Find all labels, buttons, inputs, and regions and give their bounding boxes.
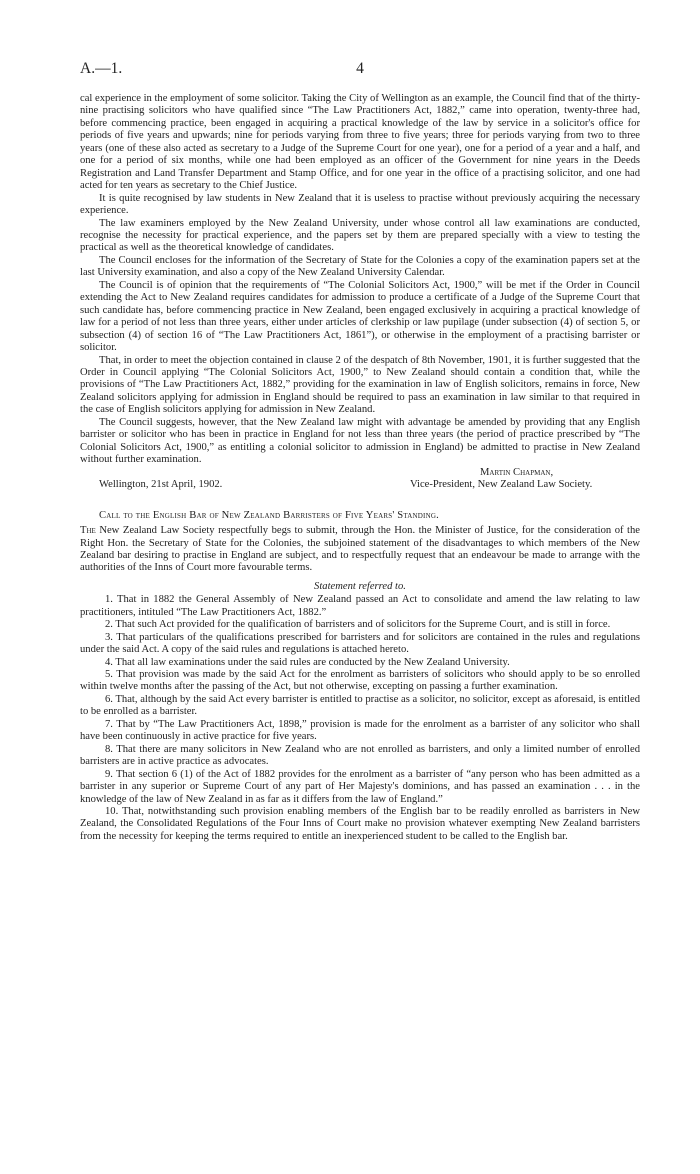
page-header xyxy=(80,60,640,82)
body-paragraph: cal experience in the employment of some solicitor. Taking the City of Wellington as an example, the Council find that of the thirty-nine practising solicitors who have qualified since “The Law Practitioners Act, 1882,” came into operation, twenty-three had, before commencing practice, been engaged in acquiring a practical knowledge of the law by service in a solicitor's office for periods of five years and upwards; nine for periods varying from three to five years; three for periods varying from two to three years (one of these also acted as secretary to a Judge of the Supreme Court for one year), one for a period of a year and a half, and one for a period of six months, while one had been employed as an officer of the Government for nine years in the Deeds Registration and Land Transfer Department and Stamp Office, and for one year in the office of a practising solicitor, and one had acted for ten years as secretary to the Chief Justice. xyxy=(80,93,640,192)
statement-item: 9. That section 6 (1) of the Act of 1882 provides for the enrolment as a barrister of “any person who has been admitted as a barrister in any superior or Supreme Court of any part of Her Majesty's dominions, and has passed an examination . . . in the knowledge of the law of New Zealand in as far as it differs from the law of England.” xyxy=(80,768,640,805)
statement-item: 7. That by “The Law Practitioners Act, 1898,” provision is made for the enrolment as a barrister of any solicitor who shall have been continuously in active practice for five years. xyxy=(80,718,640,743)
statement-item: 6. That, although by the said Act every barrister is entitled to practise as a solicitor, no solicitor, except as aforesaid, is entitled to be enrolled as a barrister. xyxy=(80,693,640,718)
section-heading: Call to the English Bar of New Zealand Barristers of Five Years' Standing. xyxy=(99,509,439,521)
petition-text: New Zealand Law Society respectfully begs to submit, through the Hon. the Minister of Justice, for the consideration of the Right Hon. the Secretary of State for the Colonies, the subjoined statement of the disadvantages to which members of the New Zealand bar desiring to practise in England are subject, and to respectfully request that an endeavour be made to arrange with the authorities of the Inns of Court more favourable terms. xyxy=(80,525,640,574)
parliamentary-paper-reference: A.—1. xyxy=(80,60,123,77)
statement-item: 4. That all law examinations under the said rules are conducted by the New Zealand University. xyxy=(105,656,510,668)
body-paragraph: The law examiners employed by the New Zealand University, under whose control all law examinations are conducted, recognise the necessity for practical experience, and the papers set by them are prepared specially with a view to testing the practical as well as the theoretical knowledge of candidates. xyxy=(80,217,640,254)
document-body xyxy=(80,93,640,843)
signature-block xyxy=(80,467,640,493)
statement-item: 1. That in 1882 the General Assembly of New Zealand passed an Act to consolidate and amend the law relating to law practitioners, intituled “The Law Practitioners Act, 1882.” xyxy=(80,594,640,618)
body-paragraph: The Council is of opinion that the requirements of “The Colonial Solicitors Act, 1900,” will be met if the Order in Council extending the Act to New Zealand requires candidates for admission to produce a certificate of a Judge of the Supreme Court that such candidate has, before commencing practice in New Zealand, been engaged exclusively in acquiring a practical knowledge of law for a period of not less than three years, either under articles of clerkship or law pupilage (under subsection (4) of section 5, or subsection (4) of section 16 of “The Law Practitioners Act, 1861”), or otherwise in the employment of a practising barrister or solicitor. xyxy=(80,279,640,354)
page-number: 4 xyxy=(356,60,364,77)
petition-paragraph xyxy=(80,525,640,575)
signature-place-date: Wellington, 21st April, 1902. xyxy=(99,479,223,491)
statement-item: 3. That particulars of the qualifications prescribed for barristers and for solicitors are contained in the rules and regulations under the said Act. A copy of the said rules and regulations is attached hereto. xyxy=(80,631,640,656)
petition-lead-word: The xyxy=(80,525,96,537)
body-paragraph: That, in order to meet the objection contained in clause 2 of the despatch of 8th November, 1901, it is further suggested that the Order in Council applying “The Colonial Solicitors Act, 1900,” to New Zealand should contain a condition that, while the provisions of “The Law Practitioners Act, 1882,” providing for the examination in law of English solicitors, remains in force, New Zealand solicitors applying for admission in England should be required to pass an examination in law similar to that required in the case of English solicitors applying for admission in New Zealand. xyxy=(80,354,640,416)
statement-item: 8. That there are many solicitors in New Zealand who are not enrolled as barristers, and only a limited number of enrolled barristers are in active practice as advocates. xyxy=(80,743,640,768)
signatory-title: Vice-President, New Zealand Law Society. xyxy=(410,479,593,491)
body-paragraph: It is quite recognised by law students in New Zealand that it is useless to practise without previously acquiring the necessary experience. xyxy=(80,192,640,217)
statement-heading: Statement referred to. xyxy=(314,580,406,592)
body-paragraph: The Council suggests, however, that the New Zealand law might with advantage be amended by providing that any English barrister or solicitor who has been in practice in England for not less than three years (the period of practice prescribed by “The Colonial Solicitors Act, 1900,” as entitling a colonial solicitor to admission in England) be admitted to practise in New Zealand without further examination. xyxy=(80,416,640,466)
signatory-name: Martin Chapman, xyxy=(480,466,554,478)
statement-item: 5. That provision was made by the said Act for the enrolment as barristers of solicitors who should apply to be so enrolled within twelve months after the passing of the Act, but not otherwise, excepting on passing a further examination. xyxy=(80,669,640,693)
body-paragraph: The Council encloses for the information of the Secretary of State for the Colonies a copy of the examination papers set at the last University examination, and also a copy of the New Zealand University Calendar. xyxy=(80,254,640,279)
statement-item: 10. That, notwithstanding such provision enabling members of the English bar to be readily enrolled as barristers in New Zealand, the Consolidated Regulations of the Four Inns of Court make no provision whatever exempting New Zealand barristers from the necessity for keeping the terms required to entitle an inexperienced student to be called to the English bar. xyxy=(80,806,640,842)
statement-item: 2. That such Act provided for the qualification of barristers and of solicitors for the Supreme Court, and is still in force. xyxy=(105,619,611,631)
